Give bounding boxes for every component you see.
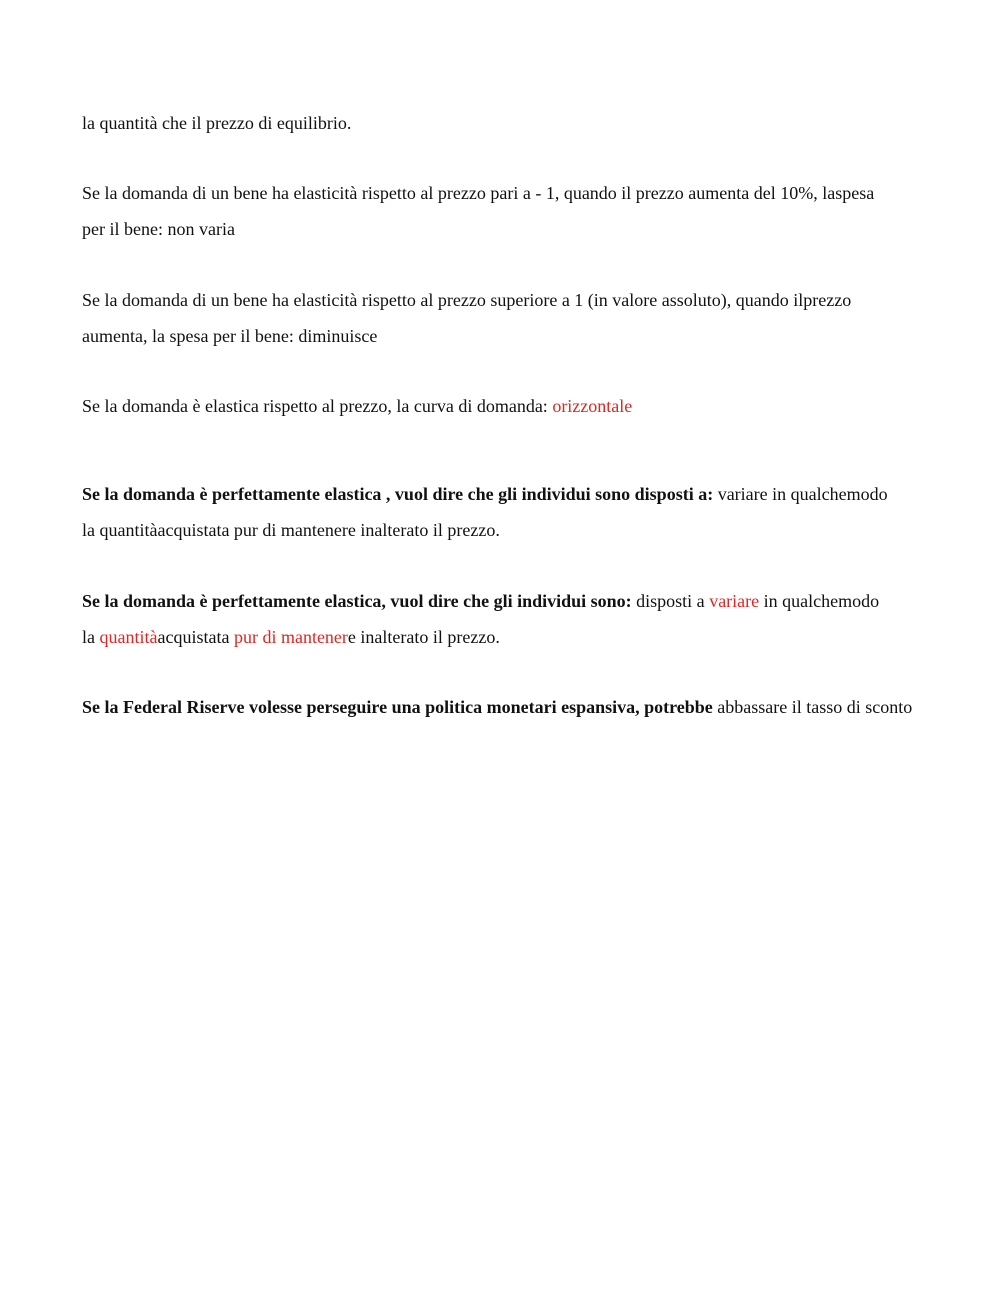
bold-question-text: Se la domanda è perfettamente elastica , vuol dire che gli individui sono disposti a: <box>82 484 714 504</box>
highlighted-answer-text: pur di mantener <box>233 627 348 647</box>
text-line <box>82 689 942 725</box>
body-text: abbassare il tasso di sconto <box>712 697 913 717</box>
bold-question-text: Se la Federal Riserve volesse perseguire una politica monetari espansiva, potrebbe <box>82 697 713 717</box>
text-line <box>82 175 942 211</box>
body-text: Se la domanda di un bene ha elasticità rispetto al prezzo pari a - 1, quando il prezzo aumenta del 10%, laspesa <box>82 183 875 203</box>
body-text: Se la domanda di un bene ha elasticità rispetto al prezzo superiore a 1 (in valore assoluto), quando ilprezzo <box>82 290 852 310</box>
text-line <box>82 105 942 141</box>
text-line <box>82 211 942 247</box>
text-line <box>82 619 942 655</box>
text-line <box>82 318 942 354</box>
paragraph-demand-curve <box>82 388 942 424</box>
body-text: la <box>82 627 100 647</box>
body-text: in qualchemodo <box>759 591 880 611</box>
body-text: e inalterato il prezzo. <box>347 627 500 647</box>
paragraph-perfectly-elastic-2 <box>82 583 942 655</box>
text-line <box>82 512 942 548</box>
body-text: variare in qualchemodo <box>713 484 888 504</box>
highlighted-answer-text: orizzontale <box>552 396 633 416</box>
paragraph-equilibrium <box>82 105 942 141</box>
highlighted-answer-text: variare <box>709 591 760 611</box>
body-text: disposti a <box>631 591 710 611</box>
paragraph-unit-elasticity <box>82 175 942 247</box>
body-text: la quantitàacquistata pur di mantenere inalterato il prezzo. <box>82 520 500 540</box>
text-line <box>82 583 942 619</box>
text-line <box>82 388 942 424</box>
text-line <box>82 476 942 512</box>
bold-question-text: Se la domanda è perfettamente elastica, vuol dire che gli individui sono: <box>82 591 632 611</box>
paragraph-perfectly-elastic-1 <box>82 476 942 548</box>
body-text: acquistata <box>157 627 234 647</box>
highlighted-answer-text: quantità <box>99 627 158 647</box>
body-text: Se la domanda è elastica rispetto al prezzo, la curva di domanda: <box>82 396 553 416</box>
paragraph-elastic-demand-spending <box>82 282 942 354</box>
body-text: per il bene: non varia <box>82 219 235 239</box>
text-line <box>82 282 942 318</box>
paragraph-federal-reserve <box>82 689 942 725</box>
body-text: la quantità che il prezzo di equilibrio. <box>82 113 352 133</box>
body-text: aumenta, la spesa per il bene: diminuisce <box>82 326 378 346</box>
